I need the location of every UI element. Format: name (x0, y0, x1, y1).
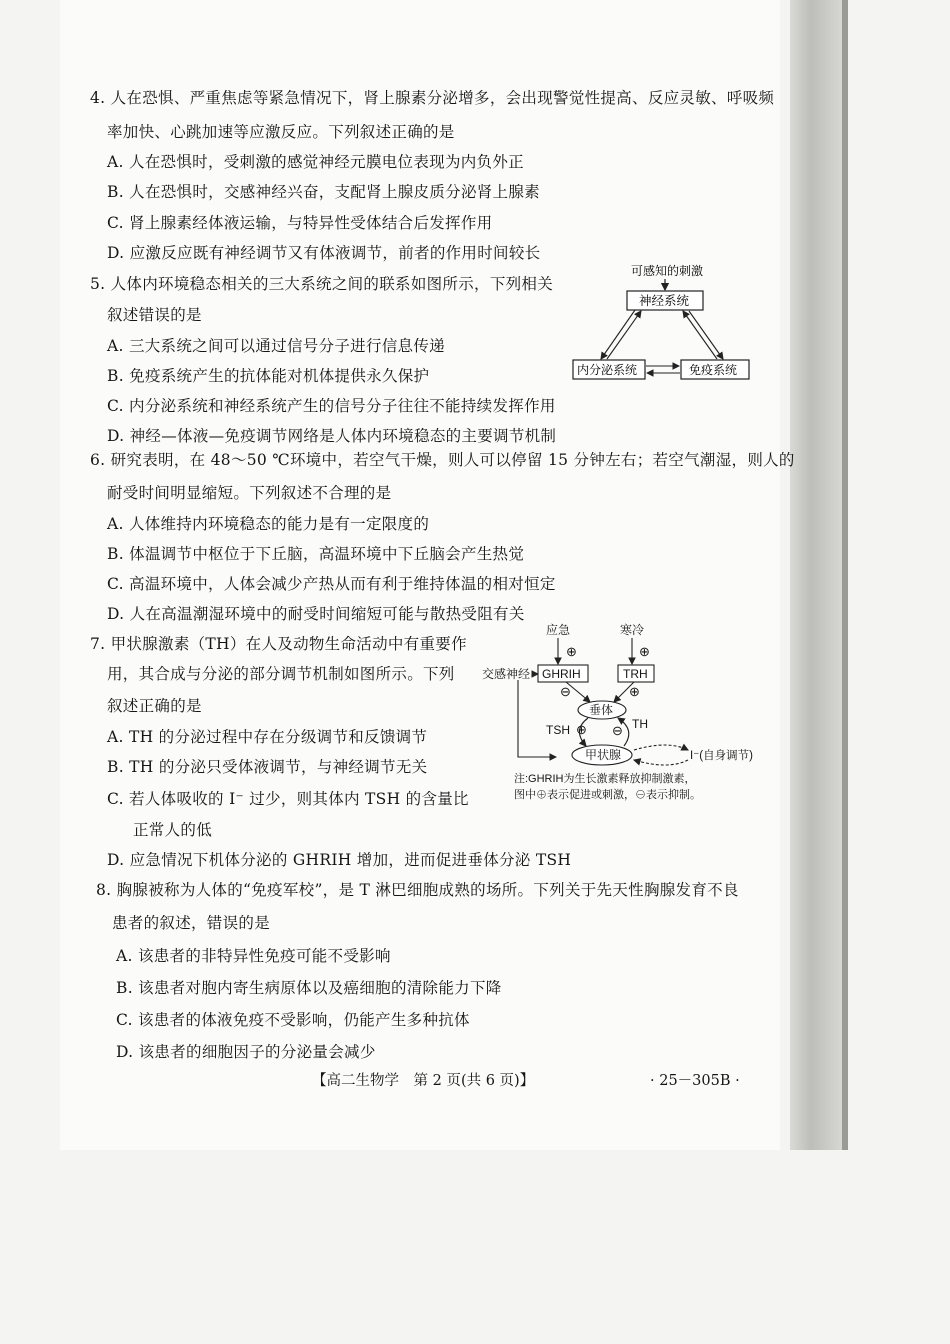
q7-emergency-label: 应急 (546, 623, 571, 637)
binding-strip (790, 0, 842, 1150)
q5-endocrine-label: 内分泌系统 (577, 363, 638, 377)
q7-trh-label: TRH (623, 667, 648, 681)
q5-immune-label: 免疫系统 (689, 363, 738, 377)
q7-stem-line3: 叙述正确的是 (107, 697, 202, 715)
q5-option-d: D. 神经—体液—免疫调节网络是人体内环境稳态的主要调节机制 (107, 427, 557, 445)
q7-stem-line1: 7. 甲状腺激素（TH）在人及动物生命活动中有重要作 (90, 635, 467, 653)
q8-option-b: B. 该患者对胞内寄生病原体以及癌细胞的清除能力下降 (116, 979, 502, 997)
q7-option-c-line2: 正常人的低 (133, 821, 213, 839)
q5-stimulus-label: 可感知的刺激 (631, 264, 704, 278)
q6-stem-line1: 6. 研究表明，在 48～50 ℃环境中，若空气干燥，则人可以停留 15 分钟左右；若空气潮湿，则人的 (90, 451, 795, 469)
q7-sympathetic-label: 交感神经 (482, 667, 531, 681)
q7-option-c-line1: C. 若人体吸收的 I⁻ 过少，则其体内 TSH 的含量比 (107, 790, 469, 808)
q7-plus-4: ⊕ (576, 722, 587, 737)
q4-stem-line1: 4. 人在恐惧、严重焦虑等紧急情况下，肾上腺素分泌增多，会出现警觉性提高、反应灵敏、呼吸频 (90, 89, 775, 107)
q6-option-d: D. 人在高温潮湿环境中的耐受时间缩短可能与散热受阻有关 (107, 605, 525, 623)
q5-system-diagram (565, 262, 770, 387)
q7-pituitary-label: 垂体 (589, 703, 614, 717)
q6-option-c: C. 高温环境中，人体会减少产热从而有利于维持体温的相对恒定 (107, 575, 556, 593)
q7-note-line1: 注:GHRIH为生长激素释放抑制激素， (514, 773, 696, 785)
q8-option-d: D. 该患者的细胞因子的分泌量会减少 (116, 1043, 376, 1061)
q4-option-c: C. 肾上腺素经体液运输，与特异性受体结合后发挥作用 (107, 214, 493, 232)
q7-th-label: TH (632, 717, 648, 731)
q6-option-a: A. 人体维持内环境稳态的能力是有一定限度的 (107, 515, 430, 533)
q7-note-line2: 图中⊕表示促进或刺激，⊖表示抑制。 (514, 789, 701, 801)
q7-plus-1: ⊕ (566, 644, 577, 659)
q7-iodide-label: I⁻(自身调节) (690, 750, 753, 762)
q8-option-c: C. 该患者的体液免疫不受影响，仍能产生多种抗体 (116, 1011, 470, 1029)
q4-option-b: B. 人在恐惧时，交感神经兴奋，支配肾上腺皮质分泌肾上腺素 (107, 183, 540, 201)
q7-option-b: B. TH 的分泌只受体液调节，与神经调节无关 (107, 758, 428, 776)
page-edge (842, 0, 848, 1150)
q8-option-a: A. 该患者的非特异性免疫可能不受影响 (116, 947, 391, 965)
q7-option-a: A. TH 的分泌过程中存在分级调节和反馈调节 (107, 728, 428, 746)
q7-option-d: D. 应急情况下机体分泌的 GHRIH 增加，进而促进垂体分泌 TSH (107, 851, 572, 869)
q7-thyroid-diagram (478, 622, 768, 807)
q4-stem-line2: 率加快、心跳加速等应激反应。下列叙述正确的是 (107, 123, 455, 141)
page-footer-title: 【高二生物学 第 2 页(共 6 页)】 (312, 1073, 535, 1089)
q7-thyroid-label: 甲状腺 (585, 748, 622, 762)
q5-stem-line1: 5. 人体内环境稳态相关的三大系统之间的联系如图所示，下列相关 (90, 275, 554, 293)
q5-option-c: C. 内分泌系统和神经系统产生的信号分子往往不能持续发挥作用 (107, 397, 556, 415)
q8-stem-line2: 患者的叙述，错误的是 (112, 914, 271, 932)
q5-nervous-label: 神经系统 (639, 294, 690, 308)
q5-option-a: A. 三大系统之间可以通过信号分子进行信息传递 (107, 337, 445, 355)
q6-option-b: B. 体温调节中枢位于下丘脑，高温环境中下丘脑会产生热觉 (107, 545, 525, 563)
q7-plus-2: ⊕ (639, 644, 650, 659)
q7-ghrih-label: GHRIH (542, 667, 581, 681)
q6-stem-line2: 耐受时间明显缩短。下列叙述不合理的是 (107, 484, 392, 502)
q4-option-a: A. 人在恐惧时，受刺激的感觉神经元膜电位表现为内负外正 (107, 153, 524, 171)
q5-option-b: B. 免疫系统产生的抗体能对机体提供永久保护 (107, 367, 430, 385)
q7-minus-2: ⊖ (612, 723, 623, 738)
q8-stem-line1: 8. 胸腺被称为人体的“免疫军校”，是 T 淋巴细胞成熟的场所。下列关于先天性胸腺发育不良 (96, 881, 739, 899)
q7-minus-1: ⊖ (560, 684, 571, 699)
q7-cold-label: 寒冷 (620, 623, 645, 637)
q7-plus-3: ⊕ (629, 684, 640, 699)
q5-stem-line2: 叙述错误的是 (107, 306, 202, 324)
q4-option-d: D. 应激反应既有神经调节又有体液调节，前者的作用时间较长 (107, 244, 541, 262)
page-footer-code: · 25－305B · (650, 1073, 740, 1089)
q7-stem-line2: 用，其合成与分泌的部分调节机制如图所示。下列 (107, 665, 455, 683)
q7-tsh-label: TSH (546, 723, 570, 737)
